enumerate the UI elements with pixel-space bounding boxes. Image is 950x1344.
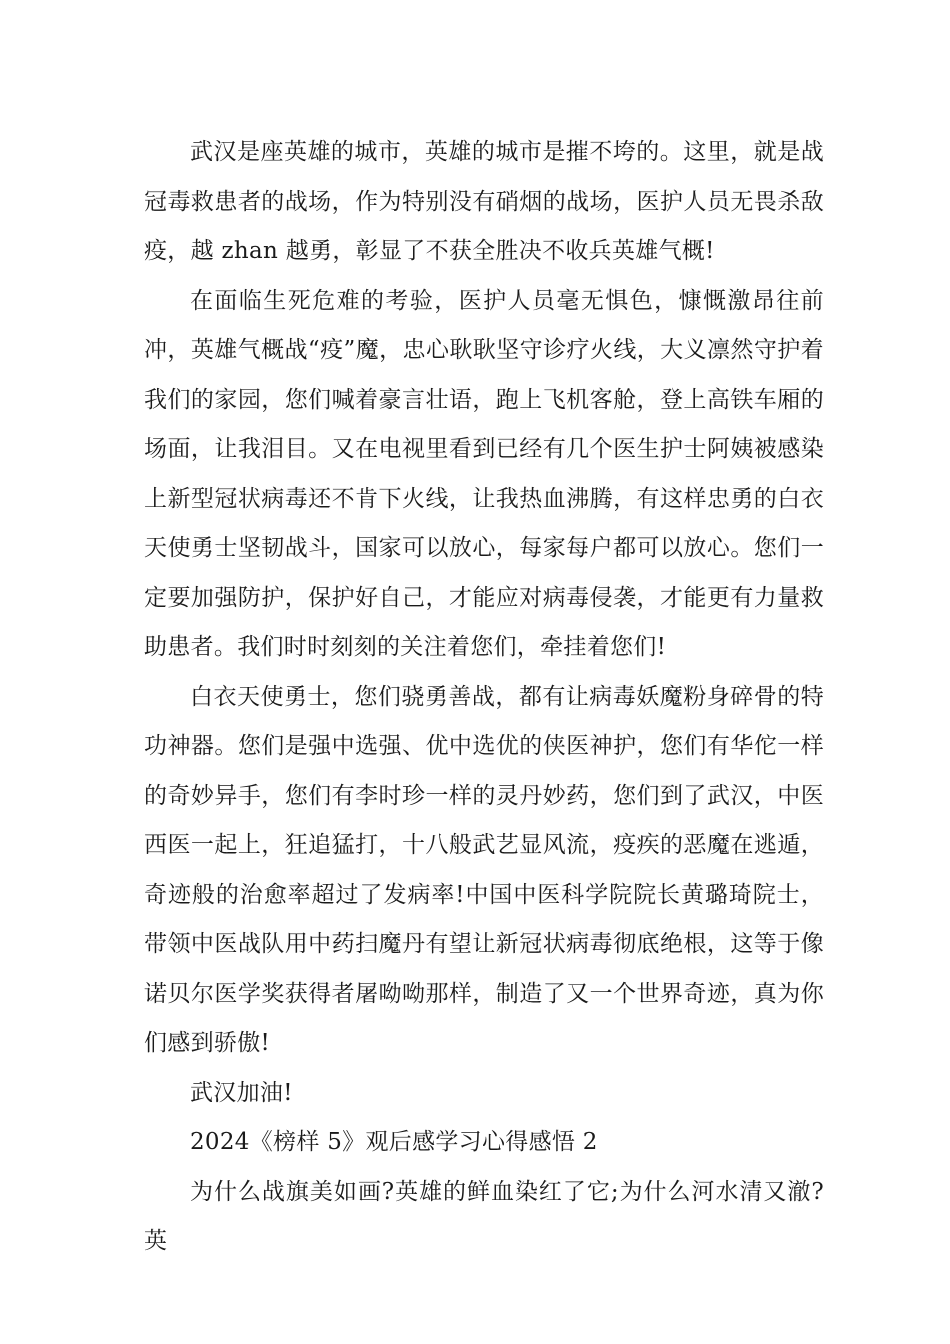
paragraph-white-angels: 白衣天使勇士，您们骁勇善战，都有让病毒妖魔粉身碎骨的特功神器。您们是强中选强、优中选优的侠医神护，您们有华佗一样的奇妙异手，您们有李时珍一样的灵丹妙药，您们到了武汉，中医西医一起上，狂追猛打，十八般武艺显风流，疫疾的恶魔在逃遁，奇迹般的治愈率超过了发病率!中国中医科学院院长黄璐琦院士，带领中医战队用中药扫魔丹有望让新冠状病毒彻底绝根，这等于像诺贝尔医学奖获得者屠呦呦那样，制造了又一个世界奇迹，真为你们感到骄傲! — [144, 683, 824, 1056]
paragraph-wuhan-city: 武汉是座英雄的城市，英雄的城市是摧不垮的。这里，就是战冠毒救患者的战场，作为特别没有硝烟的战场，医护人员无畏杀敌疫，越 zhan 越勇，彰显了不获全胜决不收兵英雄气概! — [144, 139, 824, 264]
paragraph-medical-staff: 在面临生死危难的考验，医护人员毫无惧色，慷慨激昂往前冲，英雄气概战“疫”魔，忠心耿耿坚守诊疗火线，大义凛然守护着我们的家园，您们喊着豪言壮语，跑上飞机客舱，登上高铁车厢的场面，让我泪目。又在电视里看到已经有几个医生护士阿姨被感染上新型冠状病毒还不肯下火线，让我热血沸腾，有这样忠勇的白衣天使勇士坚韧战斗，国家可以放心，每家每户都可以放心。您们一定要加强防护，保护好自己，才能应对病毒侵袭，才能更有力量救助患者。我们时时刻刻的关注着您们，牵挂着您们! — [144, 287, 824, 660]
paragraph-battle-flag: 为什么战旗美如画?英雄的鲜血染红了它;为什么河水清又澈?英 — [144, 1178, 824, 1254]
section-heading: 2024《榜样 5》观后感学习心得感悟 2 — [190, 1129, 598, 1155]
document-body — [144, 128, 824, 1267]
paragraph-wuhan-jiayou: 武汉加油! — [190, 1079, 293, 1106]
